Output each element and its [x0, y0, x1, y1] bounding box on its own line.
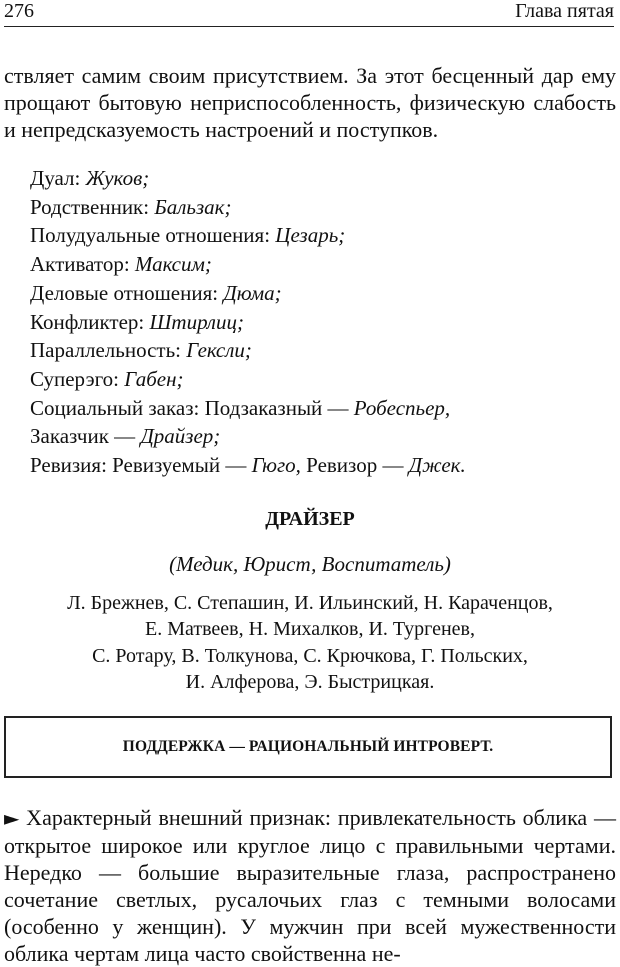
names-line: С. Ротару, В. Толкунова, С. Крючкова, Г. Польских,: [92, 644, 528, 667]
relation-item: Деловые отношения: Дюма;: [30, 280, 282, 305]
famous-people-list: [0, 590, 620, 695]
trait-paragraph: [4, 804, 616, 967]
relation-item: Конфликтер: Штирлиц;: [30, 309, 244, 334]
relation-item: Дуал: Жуков;: [30, 166, 150, 190]
framed-heading: ПОДДЕРЖКА — РАЦИОНАЛЬНЫЙ ИНТРОВЕРТ.: [122, 738, 494, 755]
relations-list: [30, 164, 466, 480]
section-roles: (Медик, Юрист, Воспитатель): [169, 552, 451, 576]
framed-heading-box: [4, 716, 612, 778]
names-line: Л. Брежнев, С. Степашин, И. Ильинский, Н. Караченцов,: [67, 592, 553, 614]
names-line: И. Алферова, Э. Быстрицкая.: [185, 670, 435, 693]
relation-item: Параллельность: Гексли;: [30, 338, 252, 363]
relation-item: Ревизия: Ревизуемый — Гюго, Ревизор — Джек.: [30, 453, 466, 478]
relation-item: Заказчик — Драйзер;: [30, 424, 221, 449]
page-number: 276: [4, 0, 34, 22]
intro-paragraph: ствляет самим своим присутствием. За этот бесценный дар ему прощают бытовую неприспособленность, физическую слабость и непредсказуемость настроений и поступков.: [4, 63, 616, 142]
relation-item: Суперэго: Габен;: [30, 366, 184, 391]
page-header: [4, 0, 614, 27]
relation-item: Родственник: Бальзак;: [30, 194, 232, 219]
relation-item: Активатор: Максим;: [30, 252, 212, 277]
section-title: ДРАЙЗЕР: [265, 508, 355, 530]
chapter-title: Глава пятая: [515, 0, 614, 22]
trait-text: Характерный внешний признак: привлекательность облика — открытое широкое или круглое лицо с правильными чертами. Нередко — большие выразительные глаза, распространено сочетание светлых, русалочьих глаз с темными волосами (особенно у женщин). У мужчин при всей мужественности облика чертам лица часто свойственна не-: [4, 805, 616, 966]
relation-item: Социальный заказ: Подзаказный — Робеспьер,: [30, 395, 451, 420]
names-line: Е. Матвеев, Н. Михалков, И. Тургенев,: [145, 618, 475, 641]
relation-item: Полудуальные отношения: Цезарь;: [30, 223, 346, 248]
triangle-bullet-icon: ►: [4, 806, 20, 830]
